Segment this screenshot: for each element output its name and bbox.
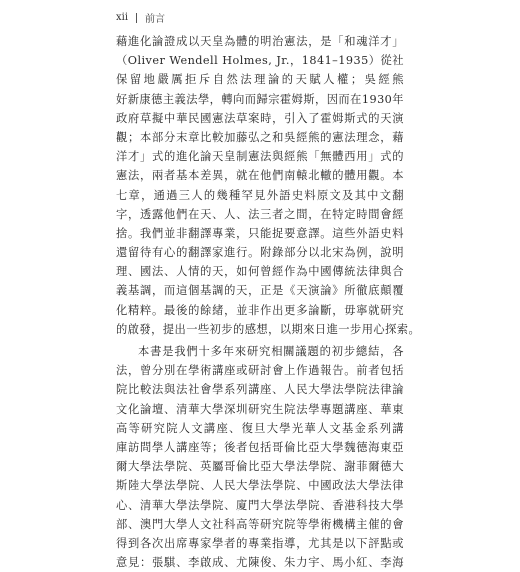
text-line: 文化論壇、清華大學深圳研究生院法學專題講座、華東: [116, 402, 404, 416]
body-text: [116, 32, 421, 572]
text-line: 政府草擬中華民國憲法草案時，引入了霍姆斯式的天演: [116, 111, 404, 125]
text-line: 理、國法、人情的天，如何曾經作為中國傳統法律與合: [116, 265, 404, 279]
header-divider: [136, 13, 137, 23]
text-line: 七章，通過三人的幾種罕見外語史料原文及其中文翻: [116, 188, 404, 202]
text-line: 的啟發，提出一些初步的感想，以期來日進一步用心探索。: [116, 322, 421, 336]
section-title: 前言: [145, 14, 166, 25]
text-line: 捨。我們並非翻譯專業，只能捉要意譯。這些外語史料: [116, 226, 404, 240]
text-line: 意見：張騏、李啟成、尤陳俊、朱力宇、馬小紅、李海: [116, 556, 404, 570]
text-line: 心、清華大學法學院、廈門大學法學院、香港科技大學: [116, 498, 404, 512]
text-line: 部、澳門大學人文社科高等研究院等學術機構主催的會: [116, 517, 404, 531]
text-line: 藉進化論證成以天皇為體的明治憲法，是「和魂洋才」: [116, 35, 404, 48]
page-number: xii: [116, 12, 129, 23]
text-line: 高等研究院人文講座、復旦大學光華人文基金系列講: [116, 421, 404, 435]
text-line: 保留地嚴厲拒斥自然法理論的天賦人權；吳經熊: [116, 73, 404, 87]
paragraph-1: [116, 32, 421, 339]
text-line: 爾大學法學院、英屬哥倫比亞大學法學院、謝菲爾德大: [116, 460, 404, 474]
text-line: 字，透露他們在天、人、法三者之間，在特定時間會經: [116, 207, 404, 221]
text-line: 斯陸大學法學院、人民大學法學院、中國政法大學法律: [116, 479, 404, 493]
text-line: 還留待有心的翻譯家進行。附錄部分以北宋為例，說明: [116, 246, 404, 260]
text-line: 義基調，而這個基調的天，正是《天演論》所徹底顛覆: [116, 284, 404, 298]
text-line: 化精粹。最後的餘緒，並非作出更多論斷，毋寧就研究: [116, 303, 404, 317]
text-line: 得到各次出席專家學者的專業指導，尤其是以下評點或: [116, 536, 404, 550]
text-line: 庫訪問學人講座等；後者包括哥倫比亞大學魏德海東亞: [116, 440, 404, 454]
paragraph-2: [116, 342, 404, 572]
text-line: 憲法，兩者基本差異，就在他們南轅北轍的體用觀。本: [116, 169, 404, 183]
text-line: 院比較法與法社會學系列講座、人民大學法學院法律論: [116, 383, 404, 397]
text-line: 觀；本部分末章比較加藤弘之和吳經熊的憲法理念，藉: [116, 130, 404, 144]
running-header: [116, 10, 165, 25]
text-line: （Oliver Wendell Holmes, Jr.，1841–1935）從社: [116, 54, 404, 68]
text-line: 法，曾分別在學術講座或研討會上作過報告。前者包括: [116, 364, 404, 378]
text-line: 洋才」式的進化論天皇制憲法與經熊「無體西用」式的: [116, 150, 404, 164]
text-line: 本書是我們十多年來研究相關議題的初步總結，各: [138, 345, 404, 358]
text-line: 好新康德主義法學，轉向而歸宗霍姆斯，因而在1930年: [116, 92, 404, 106]
